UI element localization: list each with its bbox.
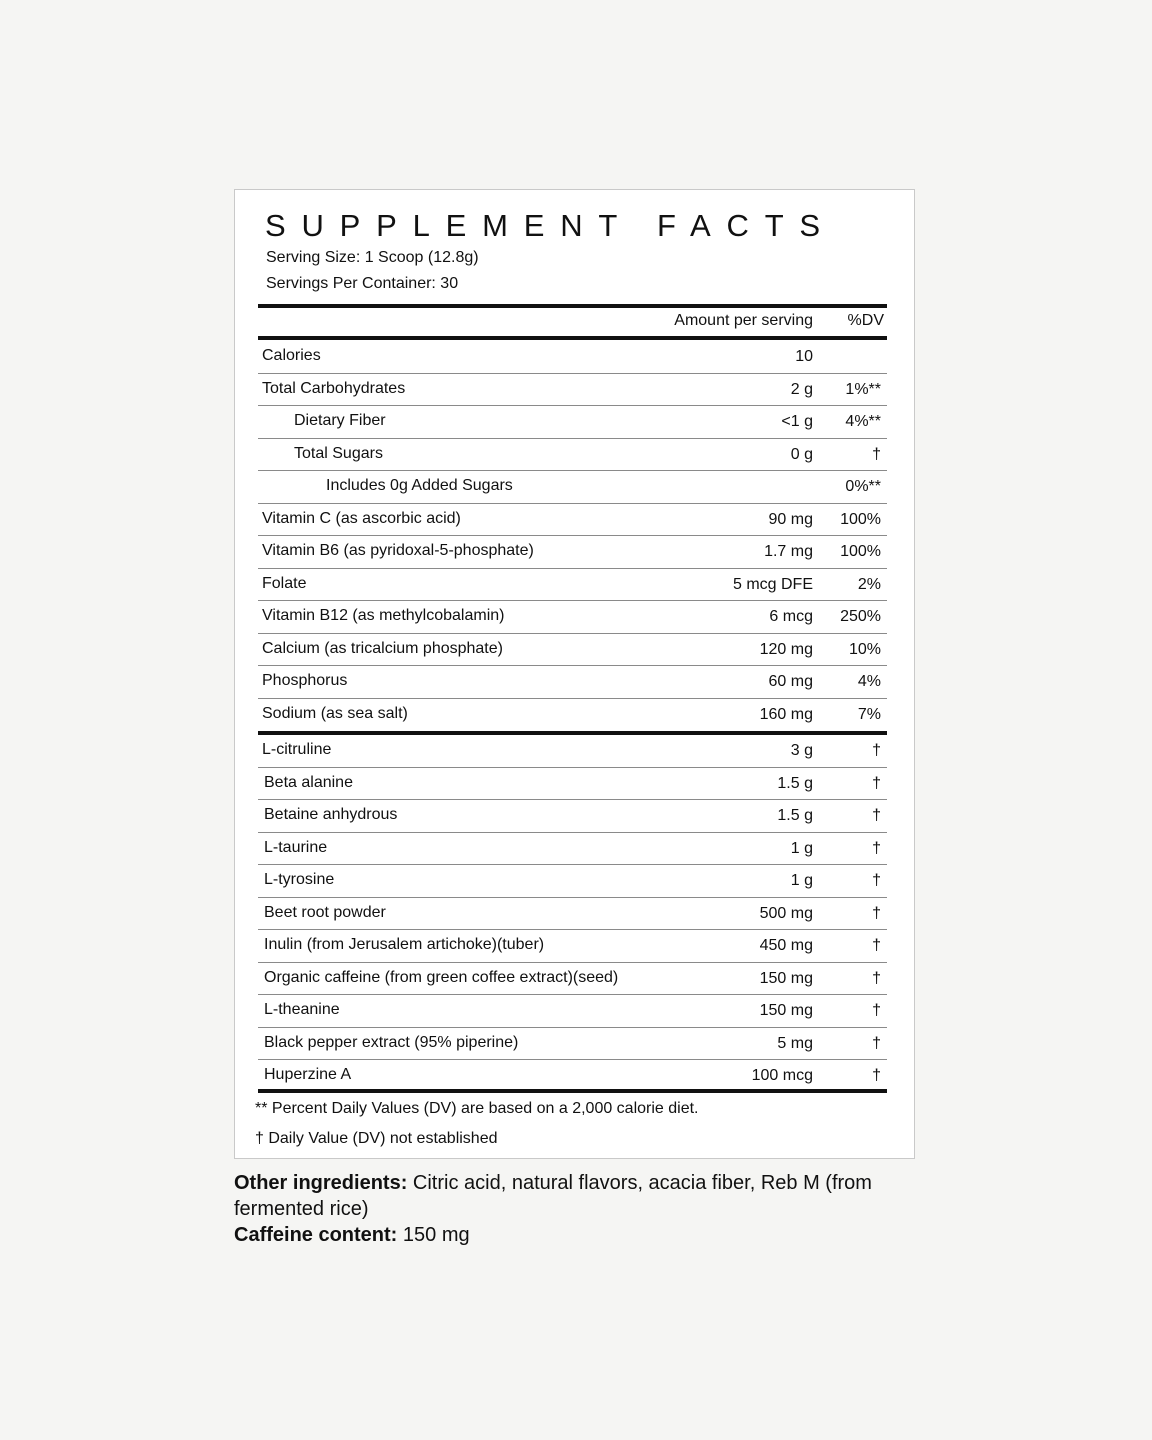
caffeine-content-text: 150 mg: [397, 1224, 470, 1246]
row-dv: †: [872, 1002, 881, 1019]
row-name: Black pepper extract (95% piperine): [264, 1033, 519, 1051]
row-dv: †: [872, 872, 881, 889]
row-amount: 5 mcg DFE: [732, 575, 813, 593]
row-amount: 160 mg: [759, 705, 813, 723]
row-name: Vitamin C (as ascorbic acid): [262, 509, 461, 527]
row-name: L-tyrosine: [264, 871, 335, 888]
row-name: Vitamin B12 (as methylcobalamin): [262, 607, 505, 624]
row-dv: †: [872, 774, 881, 792]
dv-column-header: %DV: [847, 312, 884, 329]
table-row: [258, 601, 887, 634]
table-row: [258, 963, 887, 996]
footnote-not-established: † Daily Value (DV) not established: [255, 1130, 498, 1147]
row-amount: 150 mg: [759, 969, 813, 987]
table-row: [258, 800, 887, 833]
row-dv: 100%: [840, 510, 881, 528]
row-dv: 1%**: [845, 380, 881, 398]
nutrient-rows: [258, 341, 887, 731]
row-name: Inulin (from Jerusalem artichoke)(tuber): [264, 936, 545, 953]
row-name: Organic caffeine (from green coffee extract)(seed): [264, 968, 619, 986]
table-row: [258, 666, 887, 699]
row-name: L-citruline: [262, 741, 332, 758]
row-amount: 1 g: [790, 839, 813, 857]
table-row: [258, 768, 887, 801]
other-ingredients-text: Citric acid, natural flavors, acacia fiber, Reb M (from fermented rice): [234, 1172, 872, 1220]
row-name: Total Sugars: [294, 444, 383, 462]
bottom-thick-rule: [258, 1089, 887, 1093]
row-name: Calories: [262, 347, 321, 364]
row-name: L-taurine: [264, 838, 328, 856]
label-title: SUPPLEMENT FACTS: [265, 208, 836, 243]
serving-size: Serving Size: 1 Scoop (12.8g): [266, 249, 479, 266]
table-row: [258, 699, 887, 732]
row-name: Phosphorus: [262, 672, 348, 689]
row-dv: 250%: [840, 608, 881, 625]
table-row: [258, 634, 887, 667]
row-amount: 450 mg: [759, 937, 813, 954]
column-headers: [258, 310, 887, 336]
table-row: [258, 1060, 887, 1093]
row-name: Vitamin B6 (as pyridoxal-5-phosphate): [262, 542, 534, 559]
supplement-facts-panel: [234, 189, 915, 1159]
table-row: [258, 735, 887, 768]
row-name: Includes 0g Added Sugars: [326, 477, 513, 494]
row-name: Beta alanine: [264, 773, 353, 791]
row-amount: <1 g: [781, 413, 813, 430]
header-thick-rule: [258, 336, 887, 340]
row-dv: 2%: [857, 575, 881, 593]
row-name: Calcium (as tricalcium phosphate): [262, 639, 503, 657]
row-dv: †: [872, 904, 881, 922]
table-row: [258, 833, 887, 866]
row-dv: 7%: [857, 705, 881, 723]
table-row: [258, 1028, 887, 1061]
row-dv: †: [872, 445, 881, 463]
row-name: Dietary Fiber: [294, 412, 386, 429]
row-dv: †: [872, 969, 881, 987]
table-row: [258, 439, 887, 472]
row-amount: 6 mcg: [769, 608, 813, 625]
row-dv: †: [872, 839, 881, 857]
row-name: Total Carbohydrates: [262, 379, 406, 397]
table-row: [258, 865, 887, 898]
table-row: [258, 406, 887, 439]
table-row: [258, 471, 887, 504]
other-info: [234, 1170, 924, 1248]
amount-column-header: Amount per serving: [674, 312, 813, 329]
row-amount: 10: [795, 348, 813, 365]
row-dv: 4%: [857, 673, 881, 690]
row-name: Sodium (as sea salt): [262, 704, 408, 722]
row-amount: 1.7 mg: [764, 543, 813, 560]
row-amount: 2 g: [790, 380, 813, 398]
table-row: [258, 536, 887, 569]
row-amount: 500 mg: [759, 904, 813, 922]
servings-per-container: Servings Per Container: 30: [266, 275, 459, 292]
row-amount: 150 mg: [759, 1002, 813, 1019]
row-dv: 0%**: [845, 478, 881, 495]
row-amount: 1.5 g: [777, 807, 813, 824]
other-ingredients: [234, 1170, 924, 1222]
table-row: [258, 341, 887, 374]
row-amount: 1.5 g: [777, 774, 813, 792]
caffeine-content-label: Caffeine content:: [234, 1224, 398, 1246]
row-dv: †: [872, 742, 881, 759]
row-name: L-theanine: [264, 1001, 340, 1018]
other-ingredients-label: Other ingredients:: [234, 1172, 408, 1194]
row-dv: †: [872, 807, 881, 824]
row-dv: †: [872, 937, 881, 954]
row-dv: †: [872, 1067, 881, 1084]
caffeine-content: [234, 1222, 924, 1248]
table-row: [258, 995, 887, 1028]
row-dv: †: [872, 1034, 881, 1052]
table-row: [258, 504, 887, 537]
ingredient-rows: [258, 735, 887, 1093]
row-amount: 120 mg: [759, 640, 813, 658]
table-row: [258, 569, 887, 602]
row-name: Betaine anhydrous: [264, 806, 398, 823]
row-name: Huperzine A: [264, 1066, 352, 1083]
row-amount: 0 g: [790, 445, 813, 463]
row-dv: 100%: [840, 543, 881, 560]
row-name: Beet root powder: [264, 903, 386, 921]
row-dv: 4%**: [845, 413, 881, 430]
row-amount: 3 g: [790, 742, 813, 759]
top-thick-rule: [258, 304, 887, 308]
row-amount: 1 g: [790, 872, 813, 889]
table-row: [258, 374, 887, 407]
table-row: [258, 898, 887, 931]
row-amount: 90 mg: [768, 510, 813, 528]
row-amount: 100 mcg: [751, 1067, 813, 1084]
footnote-dv-basis: ** Percent Daily Values (DV) are based on a 2,000 calorie diet.: [255, 1100, 699, 1117]
row-amount: 60 mg: [768, 673, 813, 690]
row-dv: 10%: [848, 640, 881, 658]
table-row: [258, 930, 887, 963]
row-amount: 5 mg: [777, 1034, 813, 1052]
row-name: Folate: [262, 574, 307, 592]
